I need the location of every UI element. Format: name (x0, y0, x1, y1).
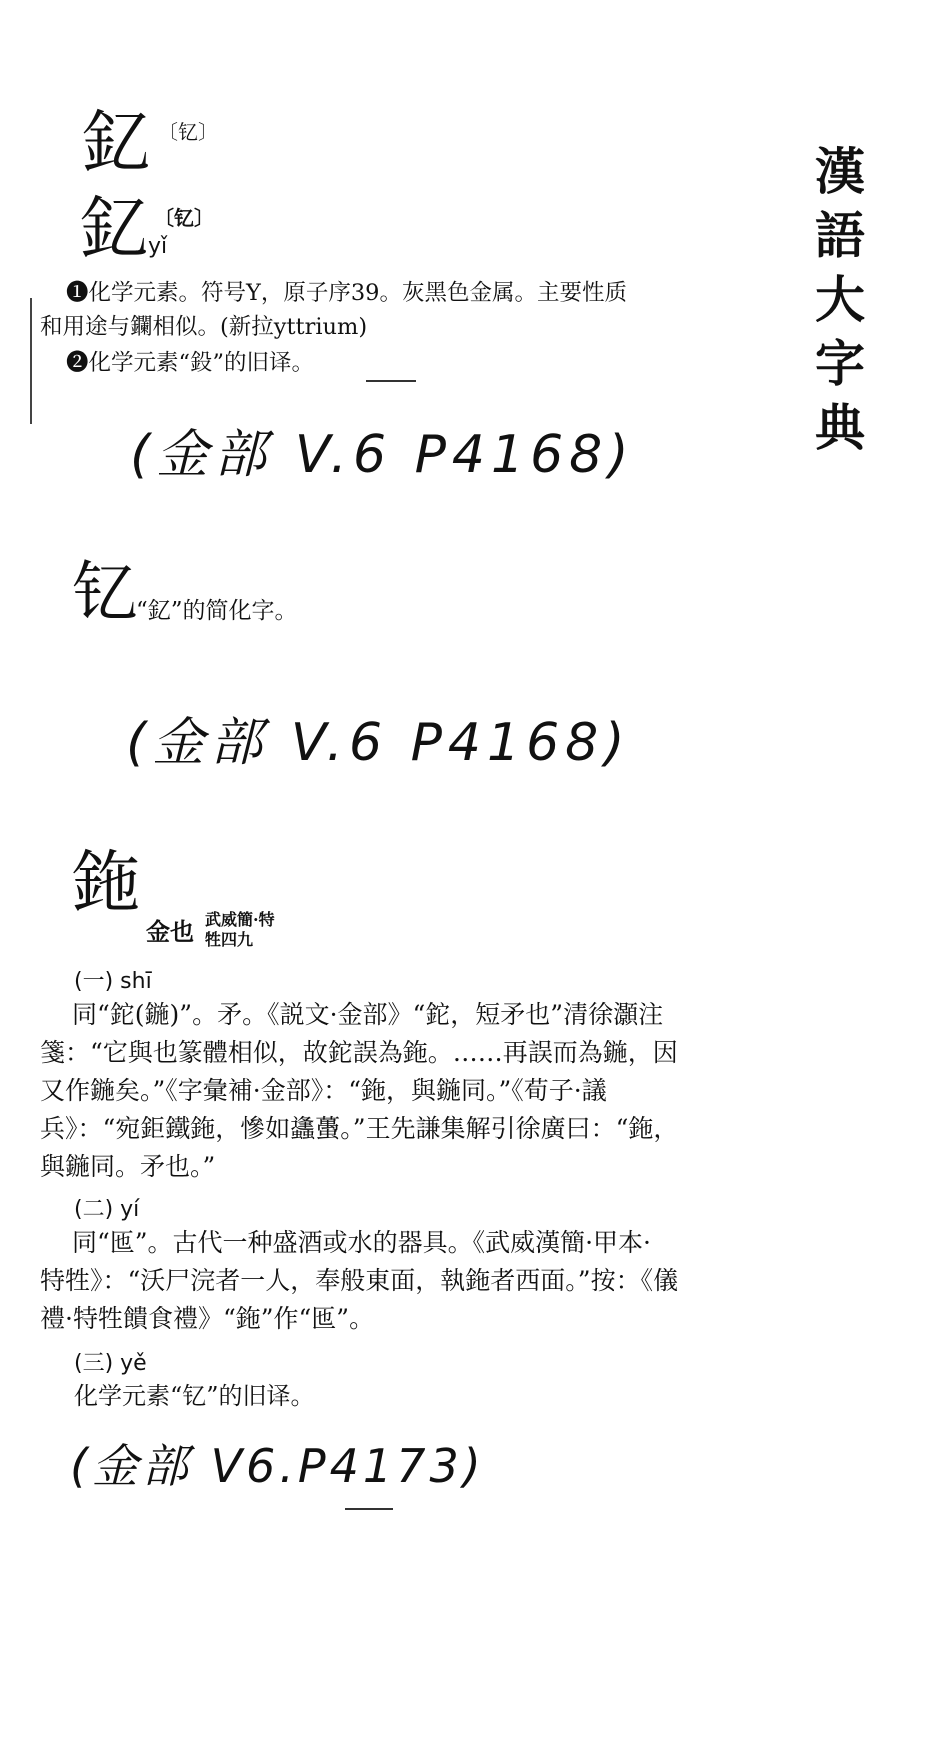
entry2-definition-1-line-2: 和用途与鑭相似。(新拉yttrium) (40, 314, 368, 340)
sense-2-line: 同“匜”。古代一种盛酒或水的器具。《武威漢簡·甲本· (72, 1228, 651, 1257)
sense-1-label: (一) shī (74, 969, 152, 994)
entry2-handwritten-note: (金部 V.6 P4168) (130, 425, 635, 485)
margin-line (30, 298, 32, 424)
sense-1-line: 又作鍦矣。”《字彙補·金部》：“鉇，與鍦同。”《荀子·議 (40, 1076, 607, 1105)
title-char: 大 (815, 270, 865, 329)
divider-line (366, 380, 416, 382)
entry1-variant: 〔钇〕 (158, 120, 218, 144)
title-char: 典 (815, 398, 865, 457)
entry3-handwritten-note: (金部 V.6 P4168) (126, 713, 631, 773)
title-char: 字 (815, 334, 865, 393)
sense-2-label: (二) yí (74, 1197, 140, 1222)
sense-2-line: 禮·特牲饋食禮》“鉇”作“匜”。 (40, 1304, 375, 1333)
entry2-headword: 釔 (80, 190, 149, 269)
entry2-pinyin: yǐ (148, 234, 168, 259)
seal-caption-line: 武威簡·特 (205, 910, 275, 929)
divider-line (345, 1508, 393, 1510)
sense-1-line: 同“鉈(鍦)”。矛。《説文·金部》“鉈，短矛也”清徐灝注 (72, 1000, 664, 1029)
title-char: 漢 (815, 142, 865, 201)
entry2-definition-1-line-1: ❶化学元素。符号Y，原子序39。灰黑色金属。主要性质 (66, 280, 627, 306)
sense-2-line: 特牲》：“沃尸浣者一人，奉般東面，執鉇者西面。”按：《儀 (40, 1266, 679, 1295)
entry4-seal-character: 金也 (146, 917, 194, 946)
entry1-headword: 釔 (82, 104, 151, 183)
sense-3-label: (三) yě (74, 1351, 147, 1376)
title-char: 語 (815, 206, 865, 265)
seal-caption-line: 牲四九 (205, 930, 254, 949)
sense-1-line: 箋：“它與也篆體相似，故鉈誤為鉇。……再誤而為鍦，因 (40, 1038, 678, 1067)
sense-1-line: 兵》：“宛鉅鐵鉇，慘如蠭蠆。”王先謙集解引徐廣曰：“鉇， (40, 1114, 679, 1143)
entry4-handwritten-note: (金部 V6.P4173) (70, 1439, 485, 1493)
entry2-definition-2: ❷化学元素“鈠”的旧译。 (66, 350, 315, 376)
entry4-seal-caption (205, 910, 275, 950)
entry3-headword: 钇 (72, 554, 138, 631)
sense-3-line: 化学元素“钇”的旧译。 (74, 1382, 315, 1410)
entry3-text: “釔”的简化字。 (136, 598, 298, 624)
entry4-headword: 鉇 (72, 844, 141, 923)
entry2-variant: 〔钇〕 (154, 206, 214, 230)
sense-1-line: 與鍦同。矛也。” (40, 1152, 216, 1181)
dictionary-title (800, 140, 880, 460)
